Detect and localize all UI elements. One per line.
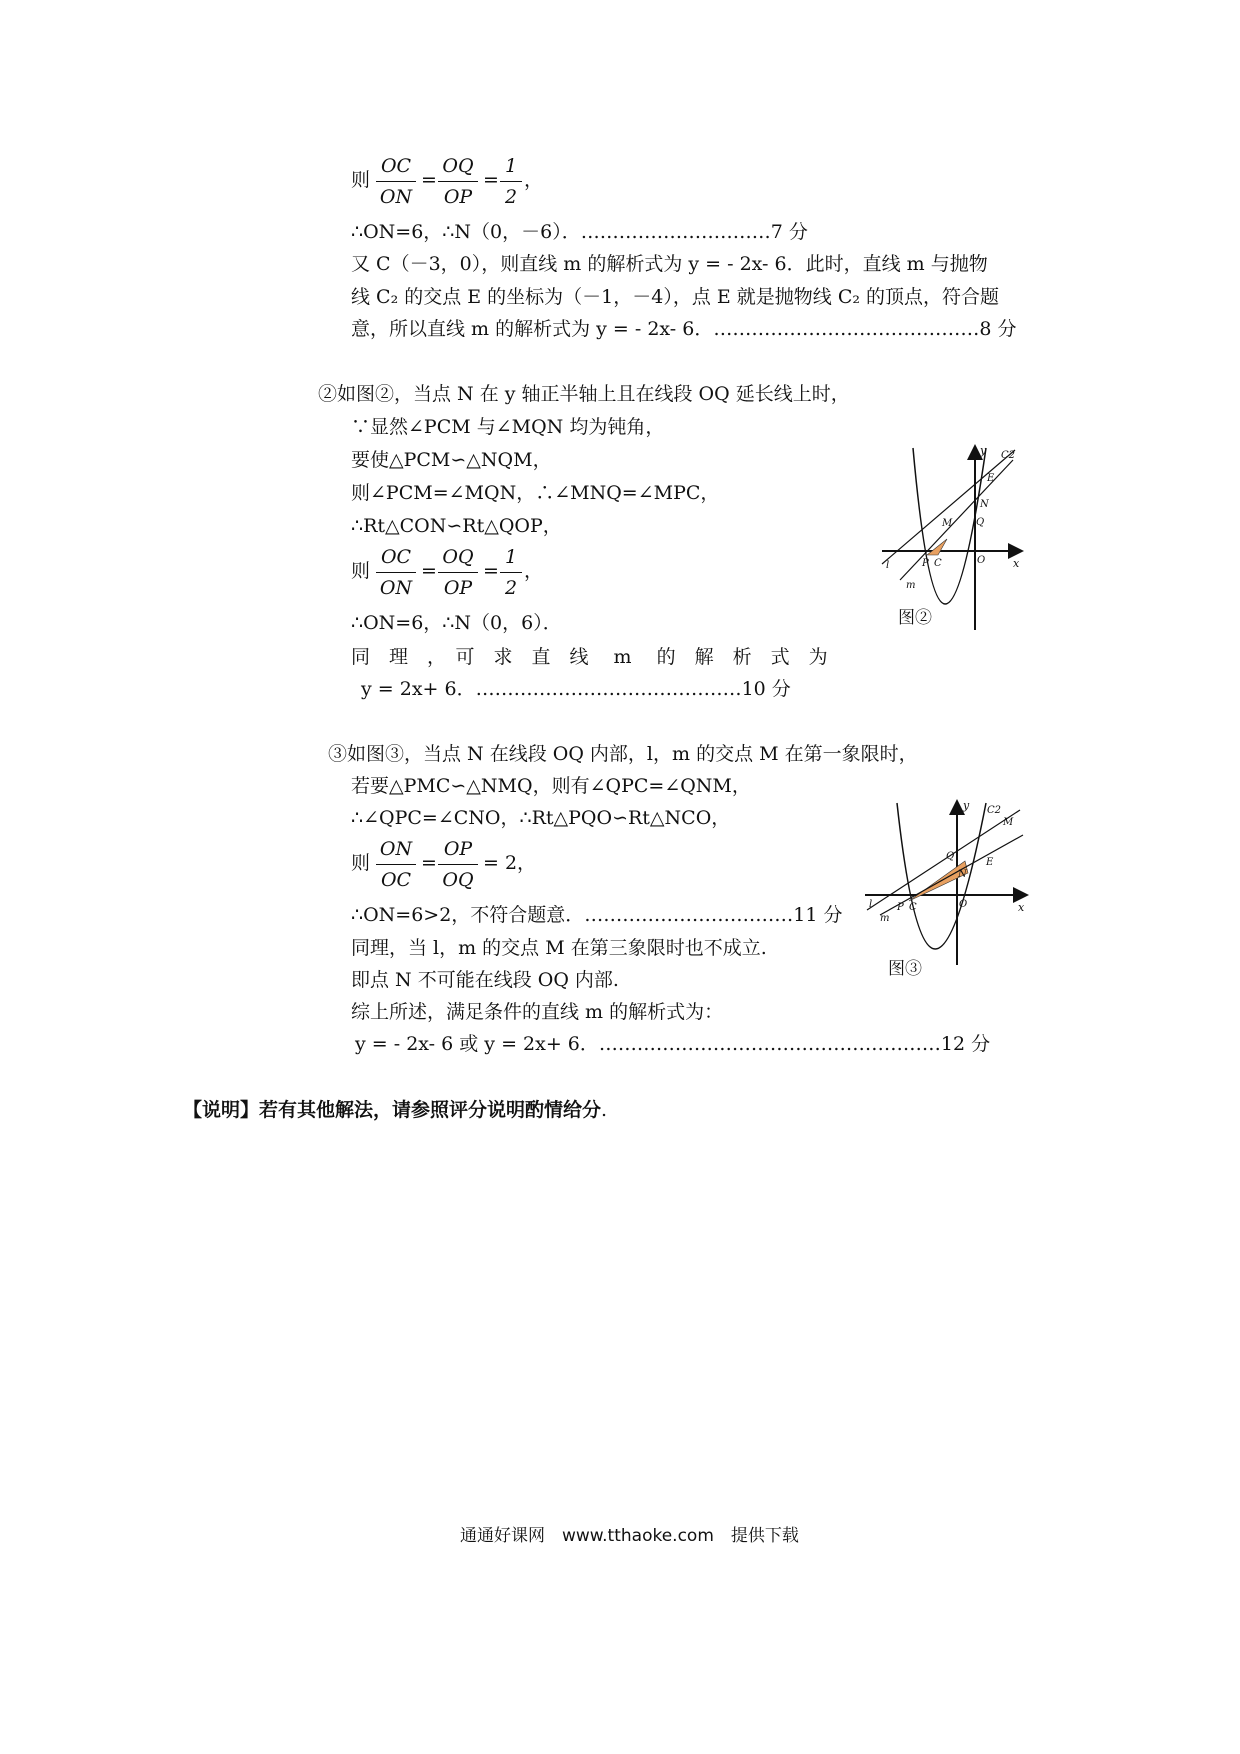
figure-2-caption: 图② bbox=[898, 608, 932, 628]
solution-line: ∴Rt△CON∽Rt△QOP， bbox=[351, 515, 562, 537]
frac-prefix: 则 bbox=[351, 852, 371, 874]
frac-prefix: 则 bbox=[351, 560, 371, 582]
solution-line: y = - 2x- 6 或 y = 2x+ 6．………………………………………………12 分 bbox=[355, 1033, 991, 1055]
solution-line: 又 C（－3，0），则直线 m 的解析式为 y = - 2x- 6．此时，直线 m 与抛物 bbox=[351, 253, 988, 275]
note-end: . bbox=[601, 1099, 608, 1121]
label-l: l bbox=[886, 560, 890, 571]
label-q: Q bbox=[946, 851, 955, 862]
label-m-point: M bbox=[1003, 817, 1014, 828]
note-label: 【说明】若有其他解法，请参照评分说明酌情给分 bbox=[183, 1099, 602, 1121]
label-m-point: M bbox=[942, 518, 953, 529]
label-c: C bbox=[909, 902, 917, 913]
solution-line: ∴ON=6，∴N（0，6）． bbox=[351, 612, 562, 634]
solution-line: 即点 N 不可能在线段 OQ 内部. bbox=[351, 969, 619, 991]
line-m bbox=[900, 460, 1013, 580]
solution-line: y = 2x+ 6．……………………………………10 分 bbox=[361, 678, 791, 700]
case-intro: ②如图②，当点 N 在 y 轴正半轴上且在线段 OQ 延长线上时， bbox=[318, 383, 850, 405]
label-y: y bbox=[963, 799, 970, 812]
case-intro: ③如图③，当点 N 在线段 OQ 内部，l，m 的交点 M 在第一象限时， bbox=[328, 743, 918, 765]
label-x: x bbox=[1018, 901, 1025, 914]
label-n: N bbox=[958, 869, 967, 880]
label-n: N bbox=[980, 499, 989, 510]
label-m-line: m bbox=[880, 913, 890, 924]
solution-line: 综上所述，满足条件的直线 m 的解析式为： bbox=[351, 1001, 724, 1023]
document-page: 则 OC ON = OQ OP = 1 2 ， ∴ON=6，∴N（0，－6）．…………………………7 分 又 C（－3，0），则直线 m 的解析式为 y = - 2x- 6．此时，直线 m 与抛物 线 C₂ 的交点 E 的坐标为（－1，－4），点 E 就是抛物线 C₂ 的顶点，符合题 意，所以直线 m 的解析式为 y = - 2x- 6．……………………………………8 分 ②如图②，当点 N 在 y 轴正半轴上且在线段 OQ 延长线上时， ∵显然∠PCM 与∠MQN 均为钝角， 要使△PCM∽△NQM， 则∠PCM=∠MQN，∴∠MNQ=∠MPC， ∴Rt△CON∽Rt△QOP， 则 OC ON = OQ OP = 1 2 ， ∴ON=6，∴N（0，6）． 同 理 ， 可 求 直 线 m 的 解 析 式 为 y = 2x+ 6．……………………………………10 分 y x C2 E N Q M O P C l m 图② ③如图③，当点 N 在线段 OQ 内部，l，m 的交点 M 在第一象限时， 若要△PMC∽△NMQ，则有∠QPC=∠QNM， ∴∠QPC=∠CNO，∴Rt△PQO∽Rt△NCO， 则 ON OC = OP OQ = 2， ∴ON=6>2，不符合题意．……………………………11 分 同理，当 l，m 的交点 M 在第三象限时也不成立. 即点 N 不可能在线段 OQ 内部. 综上所述，满足条件的直线 m 的解析式为： y = - 2x- 6 或 y = 2x+ 6．………………………………………………12 分 y x C2 M E Q N O P C l m 图③ 【说明】若有其他解法，请参照评分说明酌情给分. 通通好课网 www.tthaoke.com 提供下载 bbox=[0, 0, 1240, 1754]
label-e: E bbox=[987, 473, 995, 484]
fraction-oc-on: OC ON bbox=[376, 154, 416, 209]
fraction-oq-op: OQ OP bbox=[438, 545, 478, 600]
solution-line: 同理，当 l，m 的交点 M 在第三象限时也不成立. bbox=[351, 937, 767, 959]
solution-line: ∵显然∠PCM 与∠MQN 均为钝角， bbox=[351, 416, 665, 438]
note bbox=[183, 1098, 607, 1122]
label-o: O bbox=[977, 555, 986, 566]
label-p: P bbox=[897, 902, 904, 913]
fraction-one-half: 1 2 bbox=[500, 154, 522, 209]
label-m-line: m bbox=[906, 580, 916, 591]
label-x: x bbox=[1013, 557, 1020, 570]
label-o: O bbox=[959, 899, 968, 910]
solution-line: ∴∠QPC=∠CNO，∴Rt△PQO∽Rt△NCO， bbox=[351, 807, 731, 829]
solution-line: 线 C₂ 的交点 E 的坐标为（－1，－4），点 E 就是抛物线 C₂ 的顶点，符合题 bbox=[351, 286, 1000, 308]
fraction-one-half: 1 2 bbox=[500, 545, 522, 600]
solution-line: 意，所以直线 m 的解析式为 y = - 2x- 6．……………………………………8 分 bbox=[351, 318, 1017, 340]
figure-2-graph bbox=[870, 440, 1030, 640]
label-q: Q bbox=[976, 517, 985, 528]
solution-line: 要使△PCM∽△NQM， bbox=[351, 449, 552, 471]
page-footer: 通通好课网 www.tthaoke.com 提供下载 bbox=[460, 1526, 799, 1546]
fraction-oc-on: OC ON bbox=[376, 545, 416, 600]
solution-line: 若要△PMC∽△NMQ，则有∠QPC=∠QNM， bbox=[351, 775, 751, 797]
label-c: C bbox=[934, 558, 942, 569]
frac-prefix: 则 bbox=[351, 169, 371, 191]
line-l bbox=[882, 450, 1015, 564]
fraction-on-oc: ON OC bbox=[376, 837, 416, 892]
label-c2: C2 bbox=[987, 805, 1002, 816]
label-l: l bbox=[869, 899, 873, 910]
label-e: E bbox=[986, 857, 994, 868]
label-y: y bbox=[980, 444, 987, 457]
solution-line: 则∠PCM=∠MQN，∴∠MNQ=∠MPC， bbox=[351, 482, 720, 504]
label-p: P bbox=[922, 558, 929, 569]
fraction-op-oq: OP OQ bbox=[438, 837, 478, 892]
solution-line: ∴ON=6，∴N（0，－6）．…………………………7 分 bbox=[351, 221, 808, 243]
solution-line: ∴ON=6>2，不符合题意．……………………………11 分 bbox=[351, 904, 843, 926]
figure-3-caption: 图③ bbox=[888, 959, 922, 979]
solution-line: 同 理 ， 可 求 直 线 m 的 解 析 式 为 bbox=[351, 646, 828, 668]
fraction-oq-op: OQ OP bbox=[438, 154, 478, 209]
parabola-c2 bbox=[897, 803, 986, 949]
label-c2: C2 bbox=[1001, 450, 1016, 461]
figure-3-graph bbox=[855, 795, 1035, 975]
